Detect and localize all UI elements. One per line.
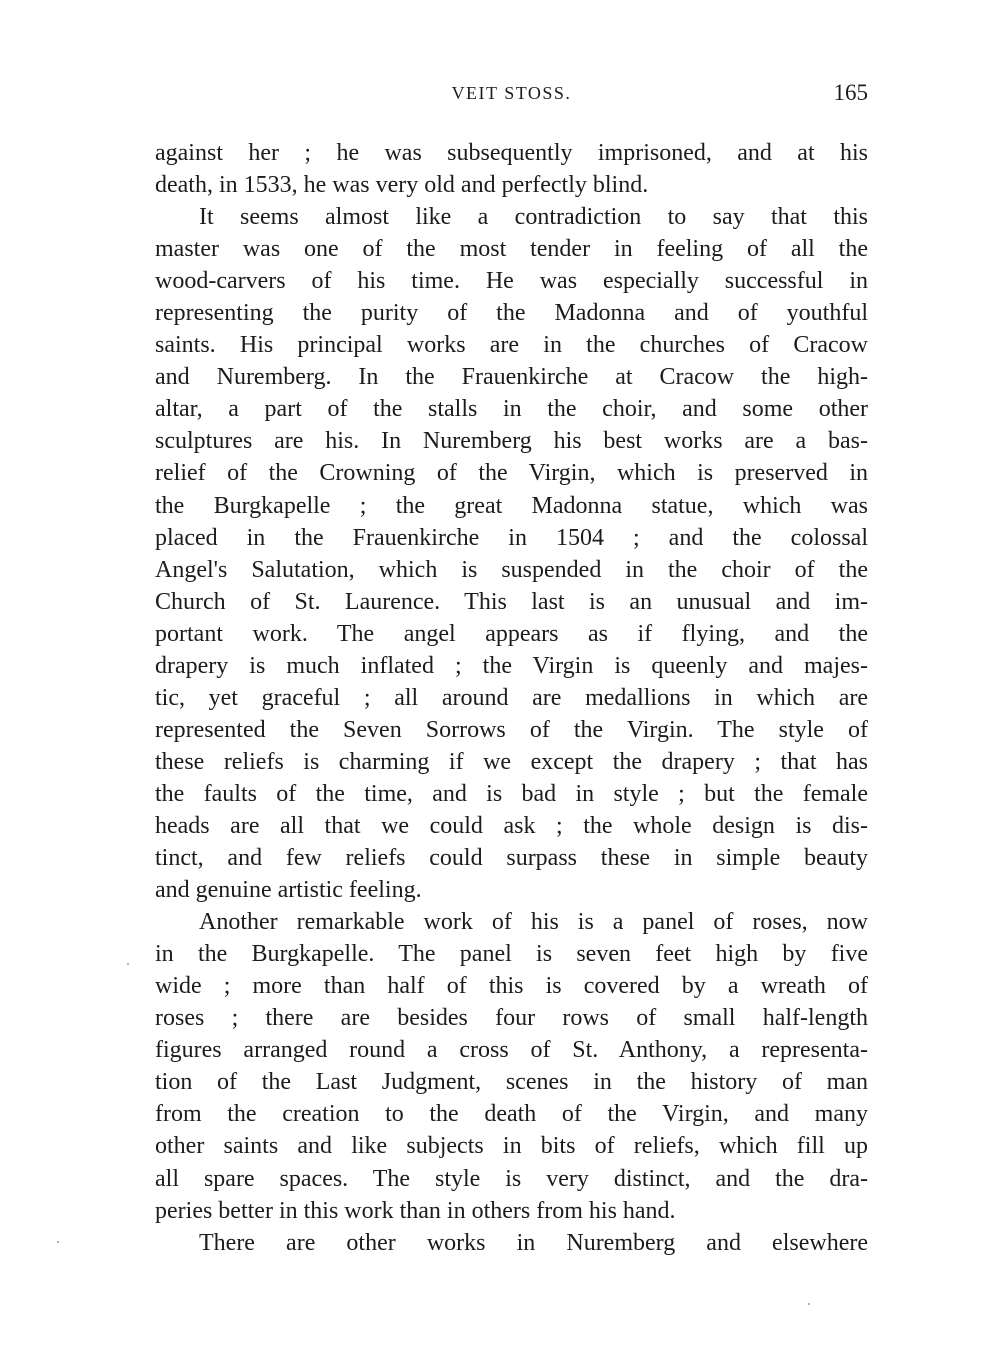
text-line: drapery is much inflated ; the Virgin is queenly and majes-	[155, 652, 868, 679]
text-line: wood-carvers of his time. He was especially successful in	[155, 268, 868, 295]
text-line: Another remarkable work of his is a panel of roses, now	[199, 909, 868, 936]
text-line: saints. His principal works are in the churches of Cracow	[155, 332, 868, 359]
text-line: the Burgkapelle ; the great Madonna statue, which was	[155, 492, 868, 519]
text-line: There are other works in Nuremberg and elsewhere	[199, 1229, 868, 1256]
text-line: roses ; there are besides four rows of small half-length	[155, 1005, 868, 1032]
text-line: relief of the Crowning of the Virgin, which is preserved in	[155, 460, 868, 487]
text-line: wide ; more than half of this is covered by a wreath of	[155, 973, 868, 1000]
text-line: death, in 1533, he was very old and perfectly blind.	[155, 172, 649, 199]
text-line: peries better in this work than in others from his hand.	[155, 1197, 676, 1224]
ink-speck	[808, 1303, 810, 1305]
text-line: tinct, and few reliefs could surpass these in simple beauty	[155, 845, 868, 872]
text-line: representing the purity of the Madonna and of youthful	[155, 300, 868, 327]
text-line: from the creation to the death of the Virgin, and many	[155, 1101, 868, 1128]
text-line: Angel's Salutation, which is suspended in the choir of the	[155, 556, 868, 583]
text-line: placed in the Frauenkirche in 1504 ; and the colossal	[155, 524, 868, 551]
text-line: represented the Seven Sorrows of the Virgin. The style of	[155, 716, 868, 743]
ink-speck	[127, 963, 129, 965]
text-line: these reliefs is charming if we except the drapery ; that has	[155, 748, 868, 775]
running-head	[155, 80, 868, 112]
text-line: Church of St. Laurence. This last is an unusual and im-	[155, 588, 868, 615]
text-line: figures arranged round a cross of St. Anthony, a representa-	[155, 1037, 868, 1064]
text-line: sculptures are his. In Nuremberg his best works are a bas-	[155, 428, 868, 455]
text-line: and genuine artistic feeling.	[155, 877, 422, 904]
page-number: 165	[833, 80, 868, 105]
text-line: the faults of the time, and is bad in style ; but the female	[155, 780, 868, 807]
text-line: tion of the Last Judgment, scenes in the history of man	[155, 1069, 868, 1096]
text-line: master was one of the most tender in feeling of all the	[155, 236, 868, 263]
text-line: and Nuremberg. In the Frauenkirche at Cracow the high-	[155, 364, 868, 391]
text-line: against her ; he was subsequently imprisoned, and at his	[155, 140, 868, 166]
ink-speck	[57, 1241, 59, 1243]
text-line: altar, a part of the stalls in the choir, and some other	[155, 396, 868, 423]
text-line: in the Burgkapelle. The panel is seven feet high by five	[155, 941, 868, 968]
text-line: heads are all that we could ask ; the whole design is dis-	[155, 812, 868, 839]
text-line: portant work. The angel appears as if flying, and the	[155, 620, 868, 647]
text-line: other saints and like subjects in bits of reliefs, which fill up	[155, 1133, 868, 1160]
text-line: all spare spaces. The style is very distinct, and the dra-	[155, 1165, 868, 1192]
running-title: VEIT STOSS.	[451, 83, 572, 103]
text-line: It seems almost like a contradiction to say that this	[199, 204, 868, 231]
text-line: tic, yet graceful ; all around are medallions in which are	[155, 684, 868, 711]
body-text	[155, 137, 868, 1259]
